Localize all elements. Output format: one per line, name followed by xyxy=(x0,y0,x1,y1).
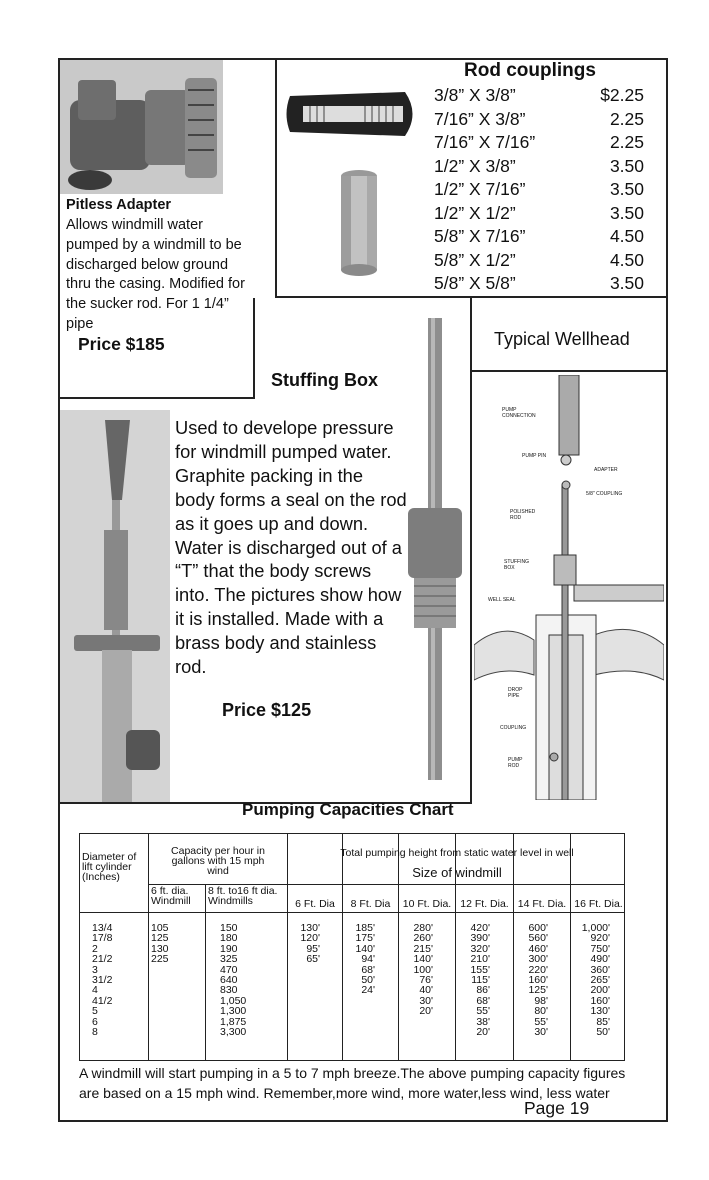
table-cell: 20' xyxy=(476,1025,490,1038)
table-cell: 460' xyxy=(528,942,548,955)
pitless-adapter-photo xyxy=(60,60,223,194)
table-cell: 13/4 xyxy=(92,922,113,934)
table-cell: 560' xyxy=(528,932,548,945)
table-cell: 420' xyxy=(470,922,490,934)
divider xyxy=(275,58,277,298)
col-h10 xyxy=(400,923,433,1017)
table-cell: 2 xyxy=(92,942,98,955)
label-coupling-2: COUPLING xyxy=(500,725,527,731)
rod-coupling-size: 1/2” X 1/2” xyxy=(434,202,516,223)
table-cell: 8 xyxy=(92,1025,98,1038)
header-size: Size of windmill xyxy=(412,865,502,880)
label-polished-rod: POLISHED ROD xyxy=(510,509,536,521)
rod-coupling-row xyxy=(434,249,644,273)
rod-coupling-price: 3.50 xyxy=(609,273,644,293)
table-cell: 320' xyxy=(470,942,490,955)
table-cell: 1,050 xyxy=(220,994,247,1007)
table-cell: 105 xyxy=(151,922,169,934)
table-cell: 115' xyxy=(471,973,490,986)
table-cell: 210' xyxy=(470,953,490,966)
table-cell: 80' xyxy=(534,1005,548,1018)
pitless-adapter-title: Pitless Adapter xyxy=(66,197,172,213)
col-h16 xyxy=(572,923,610,1037)
col-h12 xyxy=(458,923,490,1037)
rod-coupling-size: 5/8” X 7/16” xyxy=(434,226,526,246)
table-cell: 50' xyxy=(596,1025,610,1038)
table-cell: 17/8 xyxy=(92,932,113,945)
header-8ft: 8 ft. to16 ft dia. Windmills xyxy=(208,885,278,907)
table-cell: 640 xyxy=(220,973,238,986)
header-diameter: Diameter of lift cylinder (Inches) xyxy=(82,851,137,883)
label-coupling: 5/8" COUPLING xyxy=(586,491,623,497)
stuffing-box-rod-photo xyxy=(400,318,470,780)
table-cell: 68' xyxy=(476,994,490,1007)
table-cell: 1,000' xyxy=(581,922,610,934)
table-cell: 40' xyxy=(419,984,433,997)
table-cell: 1,875 xyxy=(220,1015,247,1028)
coupling-cutaway-image xyxy=(285,84,425,144)
table-cell: 5 xyxy=(92,1005,98,1018)
table-cell: 38' xyxy=(476,1015,490,1028)
table-cell: 55' xyxy=(476,1005,490,1018)
table-cell: 260' xyxy=(413,932,433,945)
rod-coupling-size: 5/8” X 1/2” xyxy=(434,249,516,270)
rod-coupling-size: 5/8” X 5/8” xyxy=(434,273,516,293)
table-cell: 21/2 xyxy=(92,953,113,966)
rod-coupling-price: 3.50 xyxy=(609,179,644,199)
rod-coupling-row xyxy=(434,84,644,108)
wellhead-title: Typical Wellhead xyxy=(494,329,630,349)
rod-coupling-row xyxy=(434,108,644,132)
rod-coupling-row xyxy=(434,202,644,226)
installed-stuffing-box-photo xyxy=(60,410,170,802)
label-adapter: ADAPTER xyxy=(594,467,618,473)
divider xyxy=(470,298,472,804)
table-cell: 200' xyxy=(590,984,610,997)
footer-note: A windmill will start pumping in a 5 to 7 mph breeze.The above pumping capacity figures are based on a 15 mph wind. Remember,more wind, more water,less wind, less water xyxy=(79,1065,626,1101)
table-cell: 65' xyxy=(306,953,320,966)
table-cell: 76' xyxy=(419,973,433,986)
table-cell: 120' xyxy=(300,932,320,945)
rod-coupling-price: 3.50 xyxy=(609,202,644,223)
col-capacity-8 xyxy=(220,923,246,1037)
rod-coupling-price: 3.50 xyxy=(609,155,644,176)
table-cell: 150 xyxy=(220,922,238,934)
table-cell: 86' xyxy=(476,984,490,997)
header-h12: 12 Ft. Dia. xyxy=(460,898,509,910)
rod-coupling-row xyxy=(434,131,644,155)
table-cell: 280' xyxy=(413,922,433,934)
table-cell: 470 xyxy=(220,963,238,976)
table-cell: 750' xyxy=(590,942,610,955)
col-diameter xyxy=(92,923,112,1037)
table-cell: 360' xyxy=(590,963,610,976)
header-total-height: Total pumping height from static water level in well xyxy=(340,847,574,859)
table-cell: 1,300 xyxy=(220,1005,247,1018)
stuffing-box-title: Stuffing Box xyxy=(271,370,378,390)
rod-coupling-size: 1/2” X 3/8” xyxy=(434,155,516,176)
col-h8 xyxy=(345,923,375,996)
table-cell: 155' xyxy=(470,963,490,976)
label-pump-connection: PUMP CONNECTION xyxy=(502,407,536,419)
table-cell: 20' xyxy=(419,1005,433,1018)
rod-coupling-price: 2.25 xyxy=(609,132,644,152)
table-cell: 130' xyxy=(590,1005,610,1018)
table-cell: 55' xyxy=(534,1015,548,1028)
rod-coupling-price: 4.50 xyxy=(609,226,644,246)
label-drop-pipe: DROP PIPE xyxy=(508,687,523,699)
pitless-adapter-price: Price $185 xyxy=(78,334,165,354)
table-cell: 3,300 xyxy=(220,1025,247,1038)
table-cell: 490' xyxy=(590,953,610,966)
table-cell: 94' xyxy=(361,953,375,966)
rod-coupling-row xyxy=(434,225,644,249)
coupling-hex-image xyxy=(338,168,380,278)
table-cell: 600' xyxy=(528,922,548,934)
stuffing-box-description: Used to develope pressure for windmill pumped water. Graphite packing in the body forms a seal on the rod as it goes up and down. Water is discharged out of a “T” that the body screws into. The pictures show how it is installed. Made with a brass body and stainless rod. xyxy=(175,417,407,678)
table-cell: 160' xyxy=(590,994,610,1007)
table-cell: 830 xyxy=(220,984,238,997)
header-h10: 10 Ft. Dia. xyxy=(402,898,452,910)
rod-coupling-row xyxy=(434,272,644,296)
table-cell: 3 xyxy=(92,963,98,976)
table-cell: 185' xyxy=(355,922,375,934)
table-cell: 225 xyxy=(151,953,169,966)
table-cell: 160' xyxy=(528,973,548,986)
table-cell: 190 xyxy=(220,942,238,955)
header-h6: 6 Ft. Dia xyxy=(295,898,335,910)
table-cell: 220' xyxy=(528,963,548,976)
rod-coupling-price: 2.25 xyxy=(609,108,644,129)
table-cell: 68' xyxy=(361,963,375,976)
table-cell: 325 xyxy=(220,953,238,966)
table-cell: 920' xyxy=(590,932,610,945)
stuffing-box-price: Price $125 xyxy=(222,700,312,720)
divider xyxy=(470,370,668,372)
col-capacity-6 xyxy=(151,923,169,965)
rod-coupling-size: 7/16” X 3/8” xyxy=(434,108,526,129)
table-cell: 175' xyxy=(355,932,375,945)
rod-couplings-title: Rod couplings xyxy=(464,60,596,81)
table-cell: 95' xyxy=(306,942,320,955)
table-cell: 140' xyxy=(413,953,433,966)
table-cell: 300' xyxy=(528,953,548,966)
divider xyxy=(58,397,255,399)
table-cell: 30' xyxy=(419,994,433,1007)
chart-title: Pumping Capacities Chart xyxy=(242,800,454,819)
rod-coupling-row xyxy=(434,178,644,202)
table-cell: 6 xyxy=(92,1015,98,1028)
label-well-seal: WELL SEAL xyxy=(488,597,516,603)
wellhead-diagram xyxy=(474,375,664,800)
table-cell: 100' xyxy=(413,963,433,976)
table-cell: 31/2 xyxy=(92,973,113,986)
table-cell: 50' xyxy=(361,973,375,986)
header-capacity: Capacity per hour in gallons with 15 mph wind xyxy=(171,845,265,877)
table-cell: 265' xyxy=(590,973,610,986)
rod-coupling-size: 1/2” X 7/16” xyxy=(434,179,526,199)
table-cell: 130 xyxy=(151,942,169,955)
table-cell: 215' xyxy=(413,942,433,955)
label-pump-pin: PUMP PIN xyxy=(522,453,547,459)
table-cell: 24' xyxy=(361,984,375,997)
rod-coupling-size: 3/8” X 3/8” xyxy=(434,85,516,105)
header-h14: 14 Ft. Dia. xyxy=(517,898,567,910)
table-cell: 30' xyxy=(534,1025,548,1038)
pumping-capacities-table xyxy=(79,833,625,1061)
col-h6 xyxy=(290,923,320,965)
rod-coupling-price: $2.25 xyxy=(600,85,644,105)
pitless-adapter-description: Allows windmill water pumped by a windmill to be discharged below ground thru the casing. Modified for the sucker rod. For 1 1/4” pipe xyxy=(66,217,245,332)
table-cell: 125' xyxy=(528,984,548,997)
table-cell: 41/2 xyxy=(92,994,113,1007)
table-cell: 390' xyxy=(470,932,490,945)
table-cell: 180 xyxy=(220,932,238,945)
table-cell: 140' xyxy=(355,942,375,955)
rod-coupling-price: 4.50 xyxy=(609,249,644,270)
table-cell: 85' xyxy=(596,1015,610,1028)
label-stuffing-box: STUFFING BOX xyxy=(504,559,529,571)
header-h16: 16 Ft. Dia. xyxy=(574,898,623,910)
header-6ft: 6 ft. dia. Windmill xyxy=(151,885,191,907)
table-cell: 98' xyxy=(534,994,548,1007)
rod-coupling-row xyxy=(434,155,644,179)
col-h14 xyxy=(516,923,548,1037)
page-number: Page 19 xyxy=(524,1098,590,1118)
label-pump-rod: PUMP ROD xyxy=(508,757,523,769)
table-cell: 4 xyxy=(92,984,98,997)
table-cell: 125 xyxy=(151,932,169,945)
rod-coupling-size: 7/16” X 7/16” xyxy=(434,132,536,152)
header-h8: 8 Ft. Dia xyxy=(350,898,391,910)
table-cell: 130' xyxy=(300,922,320,934)
